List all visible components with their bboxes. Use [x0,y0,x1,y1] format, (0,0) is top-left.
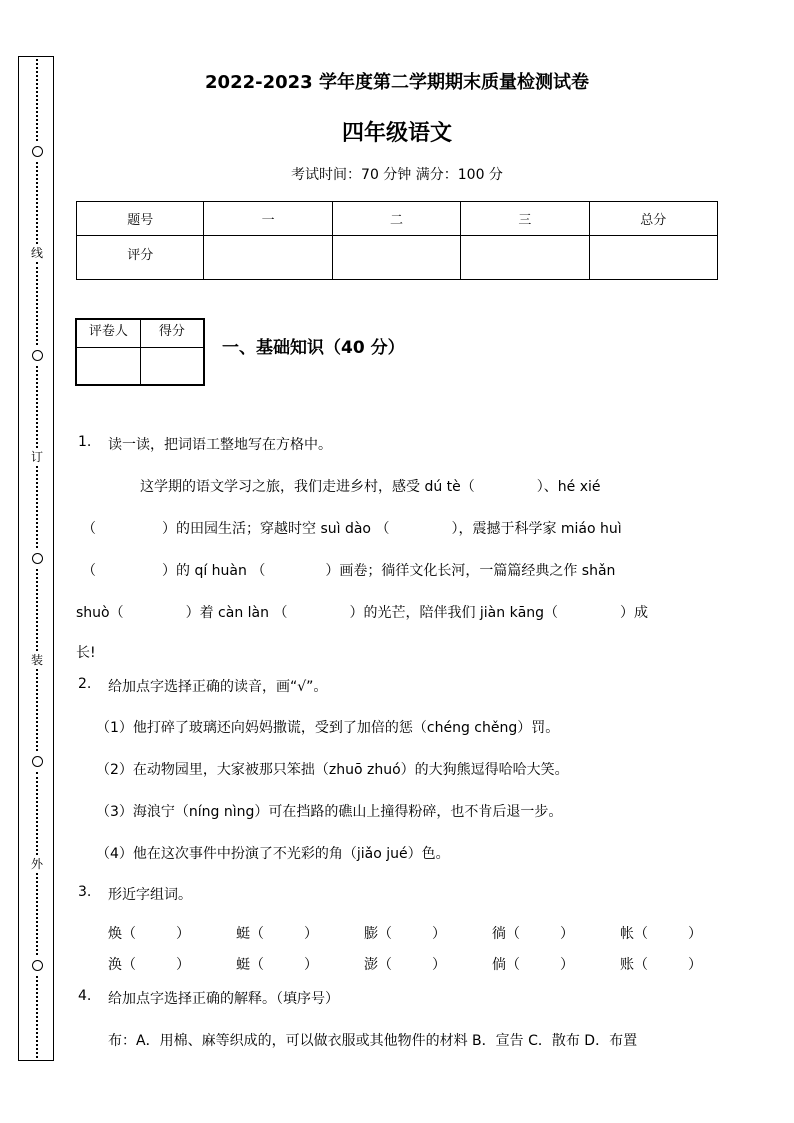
score-input-cell[interactable] [589,236,717,280]
q1-prompt: 读一读，把词语工整地写在方格中。 [108,437,332,453]
binding-mark-ding: 订 [30,449,43,464]
q4-definition-line: 布：A．用棉、麻等织成的，可以做衣服或其他物件的材料 B．宣告 C．散布 D．布置 [108,1033,638,1049]
q1-line-5: 长! [76,645,96,661]
score-input-cell[interactable] [204,236,332,280]
score-header-cell: 二 [332,202,460,236]
binding-strip [18,56,54,1061]
score-header-cell: 题号 [77,202,204,236]
binding-column [19,57,55,1060]
q1-line-3: （ ）的 qí huàn （ ）画卷；徜徉文化长河，一篇篇经典之作 shǎn [82,563,616,579]
q3-number: 3. [78,884,92,900]
binding-mark-wai: 外 [30,856,43,871]
q2-item: （2）在动物园里，大家被那只笨拙（zhuō zhuó）的大狗熊逗得哈哈大笑。 [96,762,569,778]
q2-prompt: 给加点字选择正确的读音，画“√”。 [108,679,328,695]
q1-line-4: shuò（ ）着 càn làn （ ）的光芒，陪伴我们 jiàn kāng（ ）成 [76,605,649,621]
q4-number: 4. [78,988,92,1004]
binding-mark-xian: 线 [30,246,43,261]
score-table [76,201,718,280]
exam-title: 2022-2023 学年度第二学期期末质量检测试卷 [205,72,589,93]
q4-prompt: 给加点字选择正确的解释。（填序号） [108,991,339,1007]
q1-line-1: 这学期的语文学习之旅，我们走进乡村，感受 dú tè（ ）、hé xié [140,479,601,495]
q2-number: 2. [78,676,92,692]
score-header-cell: 一 [204,202,332,236]
binding-circle [32,553,43,564]
binding-circle [32,350,43,361]
grader-box [75,318,205,386]
binding-circle [32,960,43,971]
q2-item: （1）他打碎了玻璃还向妈妈撒谎，受到了加倍的惩（chéng chěng）罚。 [96,720,560,736]
score-input-cell[interactable] [461,236,589,280]
grader-label: 评卷人 [76,319,140,347]
grader-input-cell[interactable] [76,347,140,385]
q2-item: （4）他在这次事件中扮演了不光彩的角（jiǎo jué）色。 [96,846,450,862]
score-input-cell[interactable] [140,347,204,385]
q3-prompt: 形近字组词。 [108,887,192,903]
q2-item: （3）海浪宁（níng nìng）可在挡路的礁山上撞得粉碎，也不肯后退一步。 [96,804,563,820]
score-row-label: 评分 [77,236,204,280]
q1-number: 1. [78,434,92,450]
score-label: 得分 [140,319,204,347]
score-header-cell: 总分 [589,202,717,236]
exam-info: 考试时间：70 分钟 满分：100 分 [291,167,503,183]
section-title: 一、基础知识（40 分） [222,338,405,358]
binding-circle [32,146,43,157]
score-input-cell[interactable] [332,236,460,280]
score-header-cell: 三 [461,202,589,236]
q1-line-2: （ ）的田园生活；穿越时空 suì dào （ ），震撼于科学家 miáo huì [82,521,622,537]
binding-mark-zhuang: 装 [30,653,43,668]
binding-circle [32,756,43,767]
exam-subtitle: 四年级语文 [341,121,452,146]
